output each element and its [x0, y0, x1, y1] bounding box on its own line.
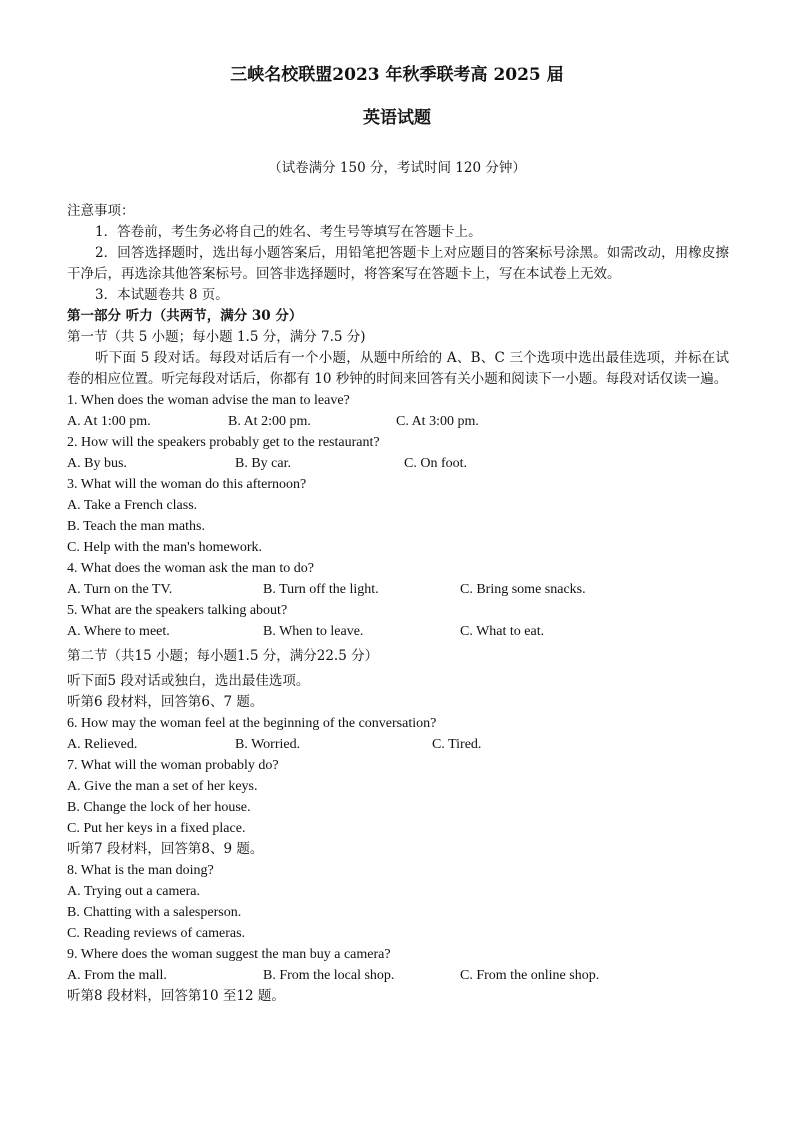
question-4-option-a: A. Turn on the TV. [67, 582, 173, 597]
section2-heading: 第二节（共15 小题；每小题1.5 分，满分22.5 分） [67, 648, 379, 664]
question-3-option-c: C. Help with the man's homework. [67, 540, 262, 555]
question-5-stem: 5. What are the speakers talking about? [67, 603, 288, 618]
notes-heading: 注意事项： [67, 203, 135, 219]
section1-heading: 第一节（共 5 小题；每小题 1.5 分，满分 7.5 分) [67, 329, 366, 345]
question-8-option-a: A. Trying out a camera. [67, 884, 200, 899]
question-9-stem: 9. Where does the woman suggest the man buy a camera? [67, 947, 391, 962]
question-6-option-a: A. Relieved. [67, 737, 138, 752]
section2-instructions: 听下面5 段对话或独白，选出最佳选项。 [67, 673, 310, 689]
question-4-stem: 4. What does the woman ask the man to do? [67, 561, 315, 576]
question-5-option-c: C. What to eat. [460, 624, 545, 639]
question-5-option-b: B. When to leave. [263, 624, 364, 639]
question-2-option-c: C. On foot. [404, 456, 467, 471]
question-7-option-c: C. Put her keys in a fixed place. [67, 821, 246, 836]
question-3-option-a: A. Take a French class. [67, 498, 198, 513]
question-1-option-b: B. At 2:00 pm. [228, 414, 311, 429]
exam-title: 三峡名校联盟2023 年秋季联考高 2025 届 [230, 65, 564, 85]
question-2-stem: 2. How will the speakers probably get to the restaurant? [67, 435, 380, 450]
question-7-option-b: B. Change the lock of her house. [67, 800, 251, 815]
question-2-option-a: A. By bus. [67, 456, 127, 471]
material-7-label: 听第7 段材料，回答第8、9 题。 [67, 841, 264, 857]
section1-instructions [67, 348, 729, 390]
exam-meta: （试卷满分 150 分，考试时间 120 分钟） [268, 160, 526, 176]
question-6-options [67, 734, 729, 755]
material-8-label: 听第8 段材料，回答第10 至12 题。 [67, 988, 285, 1004]
question-9-option-c: C. From the online shop. [460, 968, 600, 983]
question-2-option-b: B. By car. [235, 456, 291, 471]
question-8-option-c: C. Reading reviews of cameras. [67, 926, 246, 941]
material-6-label: 听第6 段材料，回答第6、7 题。 [67, 694, 264, 710]
question-5-option-a: A. Where to meet. [67, 624, 170, 639]
question-1-option-c: C. At 3:00 pm. [396, 414, 479, 429]
question-8-option-b: B. Chatting with a salesperson. [67, 905, 242, 920]
question-6-stem: 6. How may the woman feel at the beginning of the conversation? [67, 716, 437, 731]
exam-subject: 英语试题 [363, 108, 431, 128]
question-9-option-a: A. From the mall. [67, 968, 167, 983]
question-3-option-b: B. Teach the man maths. [67, 519, 205, 534]
question-1-options [67, 411, 729, 432]
question-9-option-b: B. From the local shop. [263, 968, 395, 983]
note-item-2-text: 2．回答选择题时，选出每小题答案后，用铅笔把答题卡上对应题目的答案标号涂黑。如需改动，用橡皮擦干净后，再选涂其他答案标号。回答非选择题时，将答案写在答题卡上，写在本试卷上无效。 [67, 245, 729, 282]
question-4-option-b: B. Turn off the light. [263, 582, 379, 597]
section1-instructions-text: 听下面 5 段对话。每段对话后有一个小题，从题中所给的 A、B、C 三个选项中选出最佳选项，并标在试卷的相应位置。听完每段对话后，你都有 10 秒钟的时间来回答有关小题和阅读下一小题。每段对话仅读一遍。 [67, 350, 729, 387]
note-item-3: 3．本试题卷共 8 页。 [95, 287, 229, 303]
question-6-option-b: B. Worried. [235, 737, 301, 752]
question-3-stem: 3. What will the woman do this afternoon? [67, 477, 307, 492]
part1-heading: 第一部分 听力（共两节，满分 30 分） [67, 308, 303, 324]
question-7-stem: 7. What will the woman probably do? [67, 758, 279, 773]
question-6-option-c: C. Tired. [432, 737, 482, 752]
question-2-options [67, 453, 729, 474]
question-1-stem: 1. When does the woman advise the man to leave? [67, 393, 350, 408]
question-9-options [67, 965, 729, 986]
exam-content [67, 201, 729, 1007]
question-8-stem: 8. What is the man doing? [67, 863, 214, 878]
note-item-1: 1．答卷前，考生务必将自己的姓名、考生号等填写在答题卡上。 [95, 224, 482, 240]
question-5-options [67, 621, 729, 642]
question-4-options [67, 579, 729, 600]
question-7-option-a: A. Give the man a set of her keys. [67, 779, 258, 794]
question-4-option-c: C. Bring some snacks. [460, 582, 586, 597]
note-item-2 [67, 243, 729, 285]
question-1-option-a: A. At 1:00 pm. [67, 414, 151, 429]
